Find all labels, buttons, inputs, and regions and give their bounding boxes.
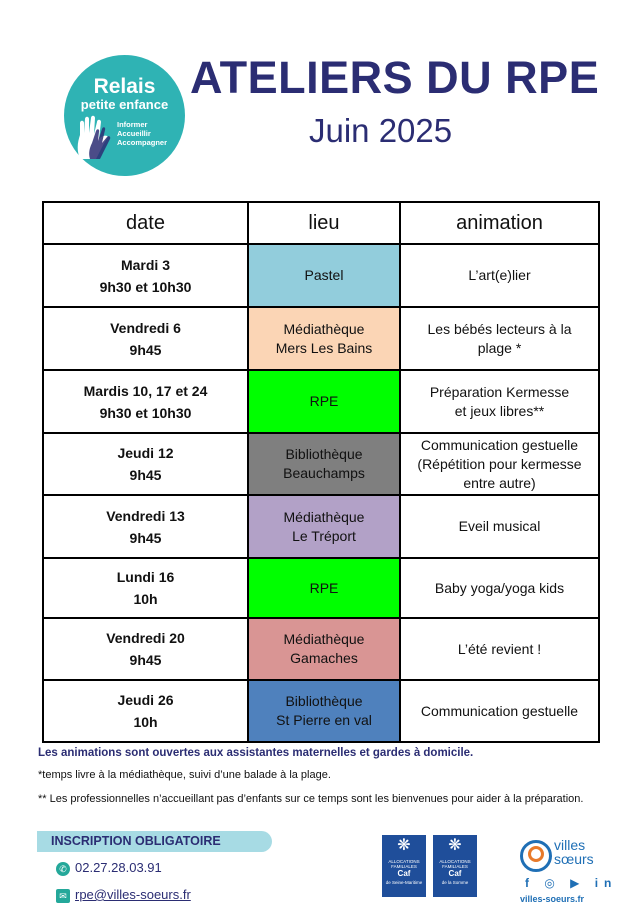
table-row: [43, 307, 599, 370]
villes-soeurs-logo: villes sœurs f ◎ ▶ in villes-soeurs.fr: [520, 837, 618, 904]
caf-emblem-icon: ❋: [448, 837, 462, 854]
note-star2: ** Les professionnelles n’accueillant pas d’enfants sur ce temps sont les bienvenues pour aider à la préparation.: [38, 793, 584, 805]
date-cell: [43, 370, 248, 433]
date-time: 9h30 et 10h30: [99, 278, 192, 295]
animation-cell: Eveil musical: [400, 495, 599, 558]
date-day: Mardis 10, 17 et 24: [83, 382, 208, 399]
lieu-cell: Pastel: [248, 244, 400, 307]
date-day: Lundi 16: [116, 569, 175, 585]
date-time: 10h: [133, 591, 158, 607]
table-row: [43, 680, 599, 742]
lieu-cell: RPE: [248, 558, 400, 618]
animation-cell: Communication gestuelle (Répétition pour kermesse entre autre): [400, 433, 599, 495]
email-contact: [56, 887, 191, 903]
lieu-cell: Bibliothèque St Pierre en val: [248, 680, 400, 742]
note-star1: *temps livre à la médiathèque, suivi d’une balade à la plage.: [38, 769, 331, 781]
logo-line2: petite enfance: [80, 97, 169, 112]
header-date: date: [43, 202, 248, 244]
email-link[interactable]: rpe@villes-soeurs.fr: [75, 887, 191, 902]
date-day: Jeudi 26: [117, 692, 174, 708]
date-time: 9h45: [129, 341, 162, 358]
note-open: Les animations sont ouvertes aux assistantes maternelles et gardes à domicile.: [38, 747, 474, 759]
header-lieu: lieu: [248, 202, 400, 244]
phone-number: 02.27.28.03.91: [75, 860, 162, 875]
lieu-cell: Médiathèque Le Tréport: [248, 495, 400, 558]
schedule-table: [42, 201, 600, 743]
animation-cell: L’art(e)lier: [400, 244, 599, 307]
caf-seine-maritime-logo: ❋ ALLOCATIONS FAMILIALES Caf de Seine-Maritime: [382, 835, 426, 897]
social-icons[interactable]: f ◎ ▶ in: [525, 876, 618, 890]
rpe-logo: [64, 55, 185, 176]
date-day: Vendredi 6: [110, 319, 181, 336]
date-time: 9h30 et 10h30: [99, 404, 192, 421]
date-cell: [43, 558, 248, 618]
logo-line1: Relais: [93, 75, 156, 98]
animation-cell: Préparation Kermesse et jeux libres**: [400, 370, 599, 433]
table-row: [43, 618, 599, 680]
date-day: Jeudi 12: [117, 445, 174, 461]
lieu-cell: RPE: [248, 370, 400, 433]
caf-emblem-icon: ❋: [397, 837, 411, 854]
date-day: Vendredi 20: [106, 630, 185, 646]
date-cell: [43, 244, 248, 307]
animation-cell: Baby yoga/yoga kids: [400, 558, 599, 618]
date-day: Mardi 3: [120, 256, 170, 273]
logo-tagline: Informer Accueillir Accompagner: [117, 120, 168, 147]
animation-cell: L’été revient !: [400, 618, 599, 680]
caf-somme-logo: ❋ ALLOCATIONS FAMILIALES Caf de la Somme: [433, 835, 477, 897]
mail-icon: ✉: [56, 889, 70, 903]
table-row: [43, 433, 599, 495]
date-cell: [43, 618, 248, 680]
table-row: [43, 244, 599, 307]
hands-icon: [74, 115, 114, 161]
table-row: [43, 495, 599, 558]
table-row: [43, 558, 599, 618]
table-row: [43, 370, 599, 433]
table-header-row: [43, 202, 599, 244]
animation-cell: Communication gestuelle: [400, 680, 599, 742]
date-time: 9h45: [129, 467, 162, 483]
date-time: 10h: [133, 714, 158, 730]
date-cell: [43, 433, 248, 495]
phone-icon: ✆: [56, 862, 70, 876]
date-cell: [43, 680, 248, 742]
date-time: 9h45: [129, 529, 162, 546]
villes-soeurs-url[interactable]: villes-soeurs.fr: [520, 894, 585, 904]
date-day: Vendredi 13: [106, 507, 185, 524]
date-cell: [43, 495, 248, 558]
animation-cell: Les bébés lecteurs à la plage *: [400, 307, 599, 370]
phone-contact: [56, 860, 162, 876]
date-time: 9h45: [129, 652, 162, 668]
lieu-cell: Médiathèque Mers Les Bains: [248, 307, 400, 370]
page-subtitle: Juin 2025: [309, 112, 453, 149]
page-title: ATELIERS DU RPE: [190, 52, 600, 103]
lieu-cell: Bibliothèque Beauchamps: [248, 433, 400, 495]
header-animation: animation: [400, 202, 599, 244]
lieu-cell: Médiathèque Gamaches: [248, 618, 400, 680]
inscription-banner: INSCRIPTION OBLIGATOIRE: [37, 831, 272, 852]
date-cell: [43, 307, 248, 370]
